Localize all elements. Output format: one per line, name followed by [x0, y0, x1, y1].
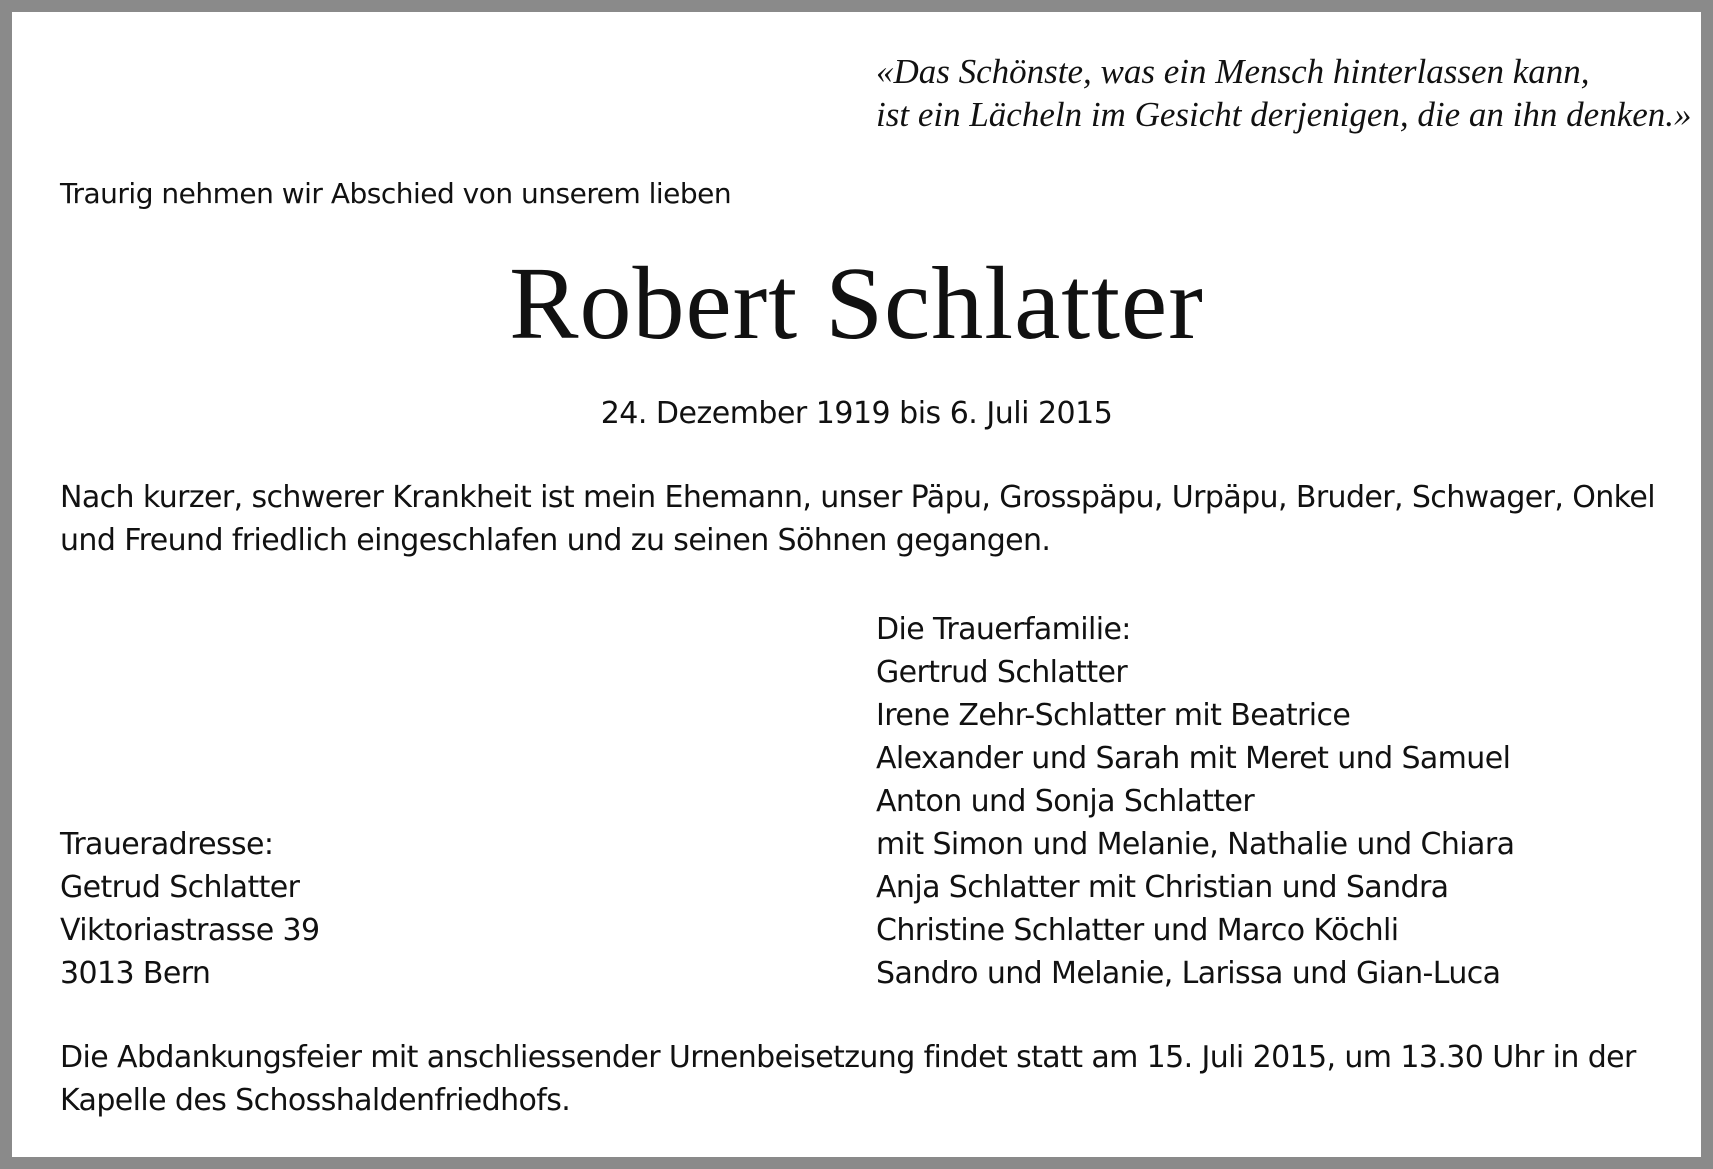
intro-text: Traurig nehmen wir Abschied von unserem lieben [60, 177, 732, 210]
family-member: Gertrud Schlatter [876, 655, 1128, 690]
quote-line-1: «Das Schönste, was ein Mensch hinterlassen kann, [876, 52, 1590, 91]
address-city: 3013 Bern [60, 956, 211, 991]
family-member: Anja Schlatter mit Christian und Sandra [876, 870, 1449, 905]
deceased-name: Robert Schlatter [509, 246, 1204, 361]
family-member: Alexander und Sarah mit Meret und Samuel [876, 741, 1511, 776]
mourning-address [60, 823, 319, 995]
ceremony-line-2: Kapelle des Schosshaldenfriedhofs. [60, 1083, 571, 1118]
address-name: Getrud Schlatter [60, 870, 300, 905]
mourning-family [876, 608, 1514, 995]
address-street: Viktoriastrasse 39 [60, 913, 320, 948]
announcement-line-1: Nach kurzer, schwerer Krankheit ist mein Ehemann, unser Päpu, Grosspäpu, Urpäpu, Bruder, Schwager, Onkel [60, 480, 1655, 515]
life-dates: 24. Dezember 1919 bis 6. Juli 2015 [600, 396, 1113, 431]
memorial-quote [876, 50, 1692, 136]
family-member: mit Simon und Melanie, Nathalie und Chiara [876, 827, 1515, 862]
obituary-notice [12, 12, 1701, 1157]
address-heading: Traueradresse: [60, 827, 274, 862]
announcement-paragraph [60, 476, 1660, 562]
quote-line-2: ist ein Lächeln im Gesicht derjenigen, die an ihn denken.» [876, 95, 1692, 134]
obituary-page [12, 12, 1701, 1157]
family-heading: Die Trauerfamilie: [876, 612, 1131, 647]
family-member: Irene Zehr-Schlatter mit Beatrice [876, 698, 1351, 733]
family-member: Christine Schlatter und Marco Köchli [876, 913, 1399, 948]
ceremony-line-1: Die Abdankungsfeier mit anschliessender Urnenbeisetzung findet statt am 15. Juli 2015, um 13.30 Uhr in der [60, 1040, 1636, 1075]
announcement-line-2: und Freund friedlich eingeschlafen und zu seinen Söhnen gegangen. [60, 523, 1051, 558]
family-member: Anton und Sonja Schlatter [876, 784, 1255, 819]
family-member: Sandro und Melanie, Larissa und Gian-Luca [876, 956, 1501, 991]
ceremony-paragraph [60, 1036, 1660, 1122]
